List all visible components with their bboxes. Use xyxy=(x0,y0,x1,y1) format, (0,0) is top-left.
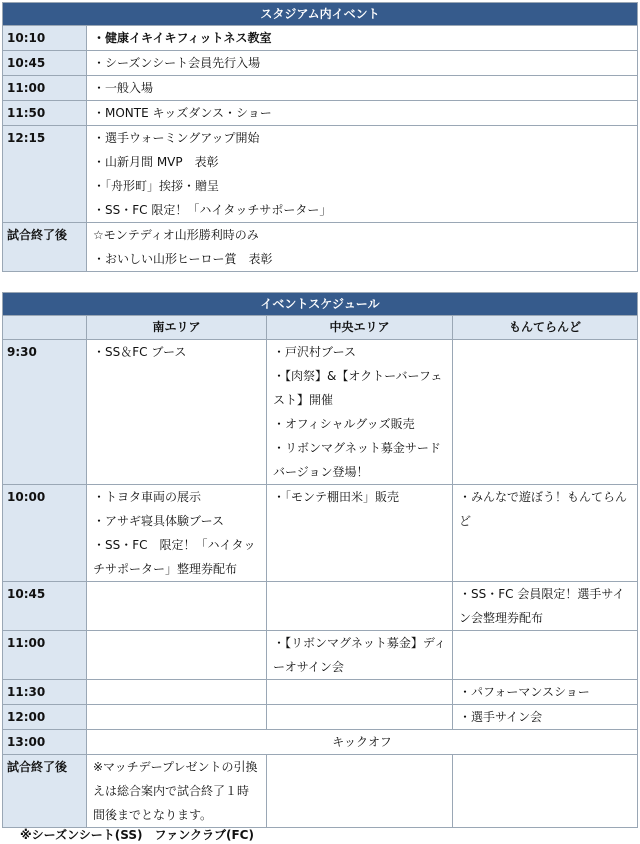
event-item: ・「モンテ棚田米」販売 xyxy=(273,490,400,504)
time-cell: 9:30 xyxy=(3,340,87,485)
event-item: ・健康イキイキフィットネス教室 xyxy=(93,31,272,45)
corner-cell xyxy=(3,316,87,340)
table-row xyxy=(3,26,638,51)
central-cell xyxy=(267,340,453,485)
time-cell: 10:45 xyxy=(3,582,87,631)
event-item: ・アサギ寝具体験ブース xyxy=(93,514,225,528)
south-cell xyxy=(87,340,267,485)
event-cell xyxy=(87,76,638,101)
event-item: ・オフィシャルグッズ販売 xyxy=(273,417,415,431)
central-cell xyxy=(267,582,453,631)
column-header-south: 南エリア xyxy=(87,316,267,340)
event-item: ・SS・FC 限定！「ハイタッチサポーター」整理券配布 xyxy=(93,538,256,576)
event-item: ・SS＆FC ブース xyxy=(93,345,187,359)
kickoff-cell: キックオフ xyxy=(87,730,638,755)
central-cell xyxy=(267,631,453,680)
time-cell: 試合終了後 xyxy=(3,223,87,272)
column-header-row xyxy=(3,316,638,340)
column-header-central: 中央エリア xyxy=(267,316,453,340)
footnote: ※シーズンシート(SS) ファンクラブ(FC) xyxy=(20,828,254,842)
table-row xyxy=(3,223,638,272)
event-cell xyxy=(87,126,638,223)
event-item: ・山新月間 MVP 表彰 xyxy=(93,155,219,169)
table-row xyxy=(3,340,638,485)
column-header-monteland: もんてらんど xyxy=(453,316,638,340)
stadium-events-title: スタジアム内イベント xyxy=(3,3,638,26)
table-row xyxy=(3,582,638,631)
central-cell xyxy=(267,705,453,730)
event-item: ・【リボンマグネット募金】ディーオサイン会 xyxy=(273,636,446,674)
south-cell xyxy=(87,631,267,680)
event-item: ・みんなで遊ぼう！もんてらんど xyxy=(459,490,628,528)
event-item: ・リボンマグネット募金サードバージョン登場！ xyxy=(273,441,441,479)
event-item: ・シーズンシート会員先行入場 xyxy=(93,56,261,70)
time-cell: 11:00 xyxy=(3,76,87,101)
table-row xyxy=(3,680,638,705)
time-cell: 10:45 xyxy=(3,51,87,76)
table-row xyxy=(3,51,638,76)
monteland-cell xyxy=(453,755,638,828)
event-cell xyxy=(87,101,638,126)
central-cell xyxy=(267,680,453,705)
table-row xyxy=(3,631,638,680)
time-cell: 11:50 xyxy=(3,101,87,126)
time-cell: 試合終了後 xyxy=(3,755,87,828)
monteland-cell xyxy=(453,485,638,582)
time-cell: 10:00 xyxy=(3,485,87,582)
south-cell xyxy=(87,485,267,582)
time-cell: 13:00 xyxy=(3,730,87,755)
event-item: ・選手ウォーミングアップ開始 xyxy=(93,131,260,145)
event-item: ・SS・FC 限定！「ハイタッチサポーター」 xyxy=(93,203,332,217)
event-cell xyxy=(87,26,638,51)
central-cell xyxy=(267,755,453,828)
event-item: ・【肉祭】&【オクトーバーフェスト】開催 xyxy=(273,369,443,407)
event-item: ・トヨタ車両の展示 xyxy=(93,490,202,504)
table-row xyxy=(3,126,638,223)
central-cell xyxy=(267,485,453,582)
time-cell: 12:15 xyxy=(3,126,87,223)
table-row xyxy=(3,755,638,828)
event-item: ※マッチデープレゼントの引換えは総合案内で試合終了１時間後までとなります。 xyxy=(93,760,258,822)
event-item: ・戸沢村ブース xyxy=(273,345,357,359)
time-cell: 10:10 xyxy=(3,26,87,51)
event-item: ☆モンテディオ山形勝利時のみ xyxy=(93,228,259,242)
event-cell xyxy=(87,223,638,272)
south-cell xyxy=(87,705,267,730)
table-row xyxy=(3,101,638,126)
event-schedule-title: イベントスケジュール xyxy=(3,293,638,316)
event-schedule-table xyxy=(2,292,638,828)
south-cell xyxy=(87,680,267,705)
table-row xyxy=(3,485,638,582)
event-item: ・パフォーマンスショー xyxy=(459,685,590,699)
table-row xyxy=(3,705,638,730)
time-cell: 12:00 xyxy=(3,705,87,730)
south-cell xyxy=(87,582,267,631)
table-row xyxy=(3,76,638,101)
event-cell xyxy=(87,51,638,76)
monteland-cell xyxy=(453,631,638,680)
event-item: ・MONTE キッズダンス・ショー xyxy=(93,106,272,120)
event-item: ・選手サイン会 xyxy=(459,710,543,724)
south-cell xyxy=(87,755,267,828)
time-cell: 11:00 xyxy=(3,631,87,680)
stadium-events-table xyxy=(2,2,638,272)
monteland-cell xyxy=(453,340,638,485)
monteland-cell xyxy=(453,680,638,705)
monteland-cell xyxy=(453,705,638,730)
table-row xyxy=(3,730,638,755)
event-item: ・SS・FC 会員限定！選手サイン会整理券配布 xyxy=(459,587,625,625)
event-item: ・「舟形町」挨拶・贈呈 xyxy=(93,179,220,193)
event-item: ・おいしい山形ヒーロー賞 表彰 xyxy=(93,252,273,266)
monteland-cell xyxy=(453,582,638,631)
time-cell: 11:30 xyxy=(3,680,87,705)
event-item: ・一般入場 xyxy=(93,81,154,95)
